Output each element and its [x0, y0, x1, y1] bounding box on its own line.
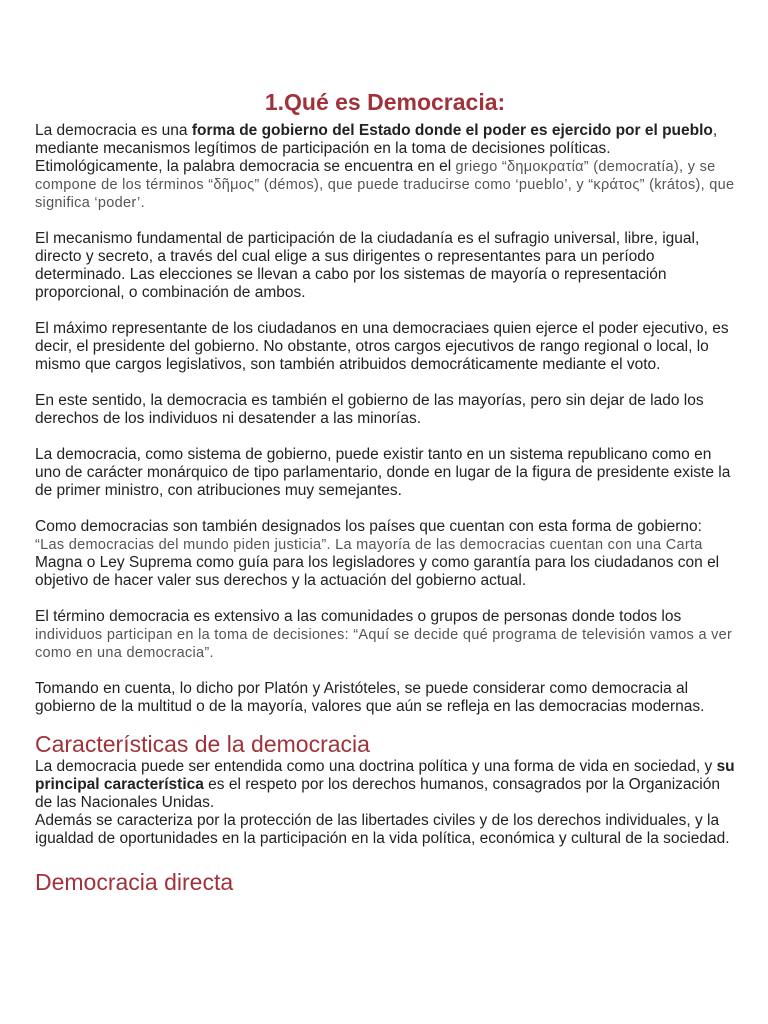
- page-title: 1.Qué es Democracia:: [264, 89, 506, 115]
- quote-text: “Las democracias del mundo piden justicia”. La mayoría de las democracias cuentan con una Carta: [35, 537, 703, 553]
- paragraph-comunidades: [35, 608, 735, 662]
- bold-phrase: su principal característica: [35, 758, 735, 793]
- paragraph-sistema: La democracia, como sistema de gobierno, puede existir tanto en un sistema republicano como en uno de carácter monárquico de tipo parlamentario, donde en lugar de la figura de presidente existe la de primer ministro, con atribuciones muy semejantes.: [35, 446, 731, 499]
- paragraph-representante: El máximo representante de los ciudadanos en una democraciaes quien ejerce el poder ejecutivo, es decir, el presidente del gobierno. No obstante, otros cargos ejecutivos de rango regional o local, lo mismo que cargos legislativos, son también atribuidos democráticamente mediante el voto.: [35, 320, 729, 373]
- heading-democracia-directa: Democracia directa: [35, 869, 234, 895]
- paragraph-definition: [35, 122, 735, 212]
- paragraph-platon: Tomando en cuenta, lo dicho por Platón y Aristóteles, se puede considerar como democracia al gobierno de la multitud o de la mayoría, valores que aún se refleja en las democracias modernas.: [35, 680, 705, 715]
- paragraph-text: Además se caracteriza por la protección de las libertades civiles y de los derechos individuales, y la igualdad de oportunidades en la participación en la vida política, económica y cultural de la sociedad.: [35, 812, 730, 847]
- paragraph-text: Como democracias son también designados los países que cuentan con esta forma de gobierno:: [35, 518, 702, 535]
- paragraph-paises: [35, 518, 735, 590]
- etymology-text: griego “δημοκρατία” (democratía), y se compone de los términos “δῆμος” (démos), que puede traducirse como ‘pueblo’, y “κράτος” (krátos), que significa ‘poder’.: [35, 159, 735, 211]
- paragraph-text: Etimológicamente, la palabra democracia se encuentra en el: [35, 158, 456, 175]
- document-page: [35, 88, 735, 896]
- paragraph-text: El término democracia es extensivo a las comunidades o grupos de personas donde todos los: [35, 608, 682, 625]
- quote-text: individuos participan en la toma de decisiones: “Aquí se decide qué programa de televisión vamos a ver como en una democracia”.: [35, 627, 733, 661]
- bold-phrase: forma de gobierno del Estado donde el poder es ejercido por el pueblo: [191, 122, 713, 139]
- paragraph-mayorias: En este sentido, la democracia es también el gobierno de las mayorías, pero sin dejar de lado los derechos de los individuos ni desatender a las minorías.: [35, 392, 704, 427]
- heading-caracteristicas: Características de la democracia: [35, 731, 370, 757]
- paragraph-text: La democracia puede ser entendida como una doctrina política y una forma de vida en sociedad, y: [35, 758, 717, 775]
- paragraph-sufragio: El mecanismo fundamental de participación de la ciudadanía es el sufragio universal, libre, igual, directo y secreto, a través del cual elige a sus dirigentes o representantes para un período determinado. Las elecciones se llevan a cabo por los sistemas de mayoría o representación proporcional, o combinación de ambos.: [35, 230, 700, 301]
- paragraph-text: , mediante mecanismos legítimos de participación en la toma de decisiones políticas.: [35, 122, 718, 157]
- paragraph-text: La democracia es una: [35, 122, 192, 139]
- paragraph-text: es el respeto por los derechos humanos, consagrados por la Organización de las Nacionales Unidas.: [35, 776, 720, 811]
- paragraph-text: Magna o Ley Suprema como guía para los legisladores y como garantía para los ciudadanos con el objetivo de hacer valer sus derechos y la actuación del gobierno actual.: [35, 554, 720, 589]
- paragraph-caracteristicas: [35, 758, 735, 848]
